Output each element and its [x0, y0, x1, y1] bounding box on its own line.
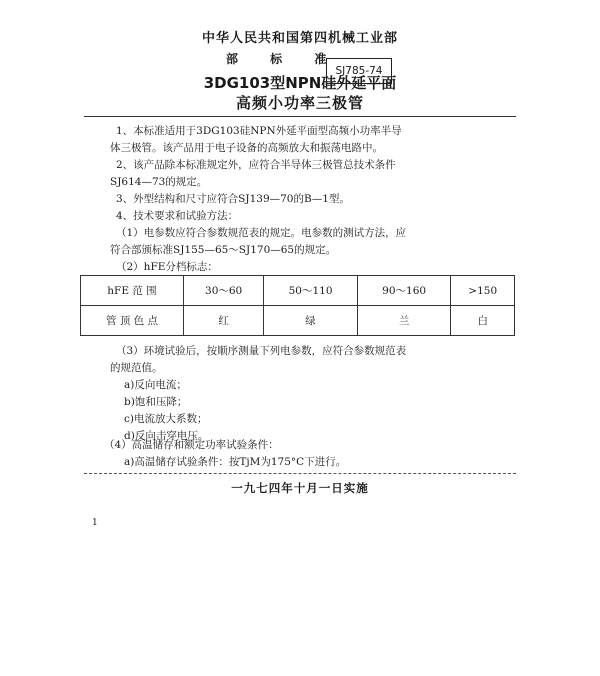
table-cell: >150 [451, 276, 515, 306]
clause-4-2: （2）hFE分档标志： [116, 261, 218, 273]
table-row [81, 276, 515, 306]
list-item: a)反向电流； [124, 379, 187, 391]
table-header-color-dot: 管 顶 色 点 [81, 306, 184, 336]
clause-4-1-line2: 符合部颁标准SJ155—65～SJ170—65的规定。 [110, 244, 337, 256]
table-cell: 绿 [264, 306, 358, 336]
clause-4-3-line2: 的规范值。 [110, 362, 163, 374]
clause-4-4-a: a)高温储存试验条件：按TjM为175°C下进行。 [124, 456, 347, 468]
clause-3: 3、外型结构和尺寸应符合SJ139—70的B—1型。 [116, 193, 350, 205]
table-header-hfe-range: hFE 范 围 [81, 276, 184, 306]
hfe-grading-table [80, 275, 515, 336]
table-cell: 90～160 [357, 276, 451, 306]
table-cell: 30～60 [184, 276, 264, 306]
clause-1-line1: 1、本标准适用于3DG103硅NPN外延平面型高频小功率半导 [116, 125, 402, 137]
effective-date: 一九七四年十月一日实施 [231, 481, 369, 495]
clause-2-line1: 2、该产品除本标准规定外，应符合半导体三极管总技术条件 [116, 159, 396, 171]
table-cell: 白 [451, 306, 515, 336]
standard-label: 部 标 准 [226, 52, 341, 66]
table-row [81, 306, 515, 336]
ministry-title: 中华人民共和国第四机械工业部 [201, 31, 398, 46]
document-title-line2: 高频小功率三极管 [235, 94, 364, 112]
table-cell: 兰 [357, 306, 451, 336]
header-divider [84, 116, 516, 117]
clause-4-1-line1: （1）电参数应符合参数规范表的规定。电参数的测试方法，应 [116, 227, 407, 239]
list-item: d)反向击穿电压。 [124, 430, 209, 442]
clause-4-4: （4）高温储存和额定功率试验条件： [104, 439, 279, 451]
footer-divider [84, 473, 516, 474]
list-item: b)饱和压降； [124, 396, 188, 408]
table-cell: 红 [184, 306, 264, 336]
list-item: c)电流放大系数； [124, 413, 208, 425]
clause-1-line2: 体三极管。该产品用于电子设备的高频放大和振荡电路中。 [110, 142, 383, 154]
clause-4-3-line1: （3）环境试验后，按顺序测量下列电参数，应符合参数规范表 [116, 345, 407, 357]
table-cell: 50～110 [264, 276, 358, 306]
standard-code-box: SJ785-74 [326, 58, 392, 84]
clause-2-line2: SJ614—73的规定。 [110, 176, 208, 188]
page-number: 1 [92, 518, 98, 528]
clause-4: 4、技术要求和试验方法： [116, 210, 239, 222]
document-title-line1: 3DG103型NPN硅外延平面 [203, 74, 397, 92]
